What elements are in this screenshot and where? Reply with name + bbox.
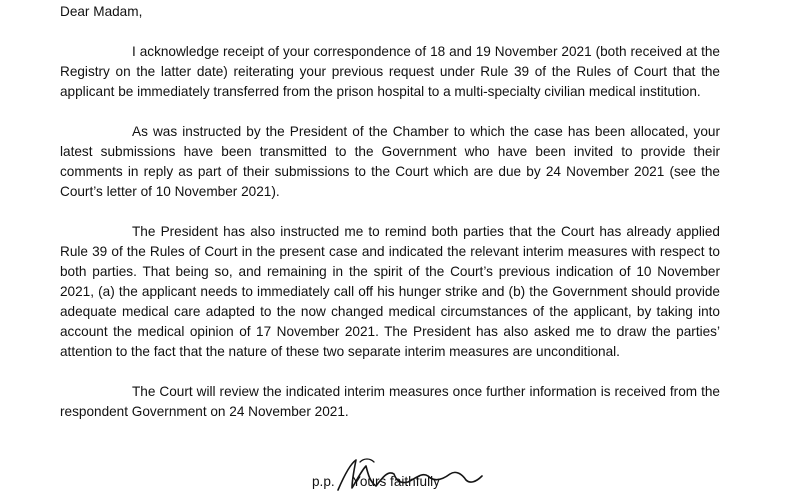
paragraph-submissions: As was instructed by the President of the Chamber to which the case has been allocated, your latest submissions have been transmitted to the Government who have been invited to provide their comments in reply as part of their submissions to the Court which are due by 24 November 2021 (see the Court’s letter of 10 November 2021). — [60, 124, 720, 199]
pp-label: p.p. — [312, 474, 335, 489]
salutation: Dear Madam, — [60, 4, 143, 19]
paragraph-review: The Court will review the indicated interim measures once further information is received from the respondent Government on 24 November 2021. — [60, 384, 720, 419]
letter-body — [60, 2, 720, 442]
signature-block — [312, 470, 512, 500]
paragraph-receipt: I acknowledge receipt of your correspondence of 18 and 19 November 2021 (both received at the Registry on the latter date) reiterating your previous request under Rule 39 of the Rules of Court that the applicant be immediately transferred from the prison hospital to a multi-specialty civilian medical institution. — [60, 44, 720, 99]
closing-text: Yours faithfully — [352, 474, 440, 489]
paragraph-interim-measures: The President has also instructed me to remind both parties that the Court has already applied Rule 39 of the Rules of Court in the present case and indicated the relevant interim measures with respect to both parties. That being so, and remaining in the spirit of the Court’s previous indication of 10 November 2021, (a) the applicant needs to immediately call off his hunger strike and (b) the Government should provide adequate medical care adapted to the now changed medical circumstances of the applicant, by taking into account the medical opinion of 17 November 2021. The President has also asked me to draw the parties’ attention to the fact that the nature of these two separate interim measures are unconditional. — [60, 224, 720, 359]
handwritten-signature — [330, 456, 490, 496]
